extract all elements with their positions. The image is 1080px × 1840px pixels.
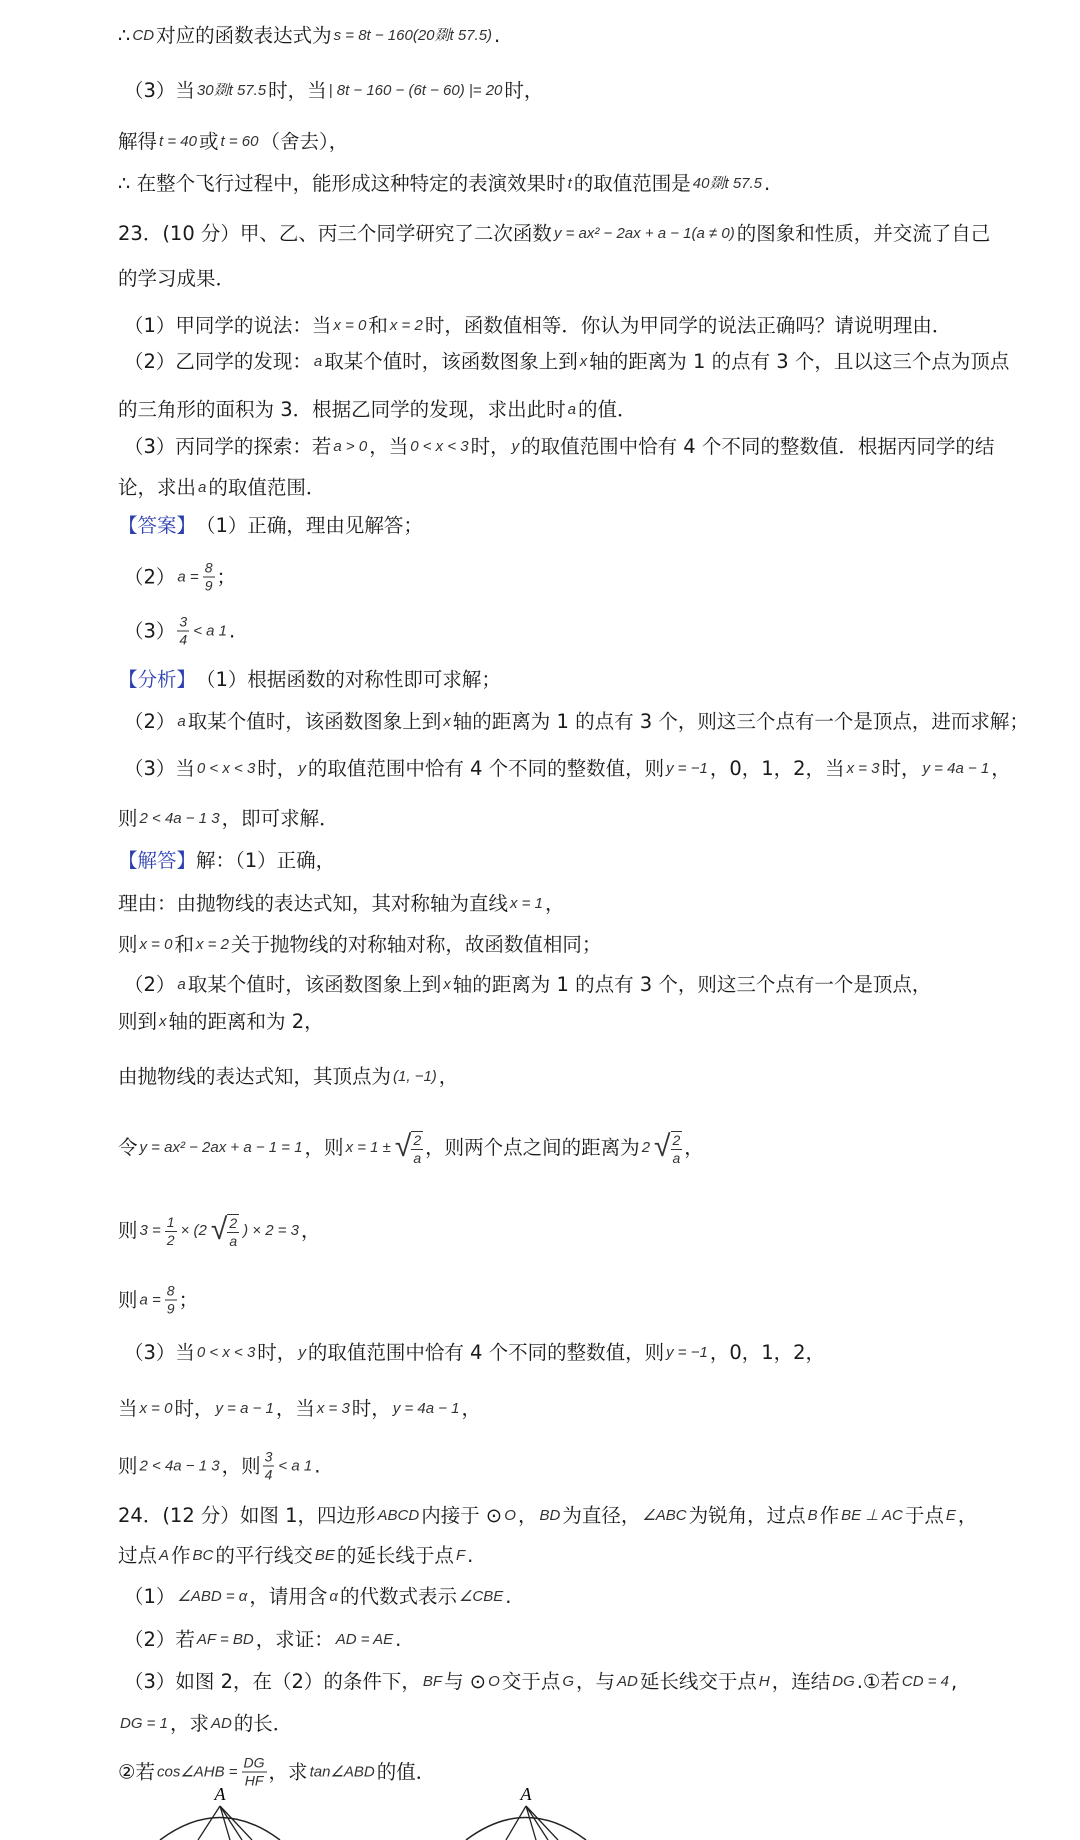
text-segment: ∴ 在整个飞行过程中，能形成这种特定的表演效果时 xyxy=(118,172,566,196)
text-segment: . xyxy=(505,1585,511,1609)
text-segment: 24．(12 分）如图 1，四边形 xyxy=(118,1504,376,1528)
text-segment: 轴的距离和为 2， xyxy=(169,1010,324,1034)
text-segment: （1）甲同学的说法：当 xyxy=(124,314,331,338)
fraction-denominator: HF xyxy=(245,1773,264,1790)
text-segment: 的三角形的面积为 3．根据乙同学的发现，求出此时 xyxy=(118,398,566,422)
math-expression: a > 0 xyxy=(331,435,369,459)
radicand-fraction xyxy=(671,1131,683,1167)
text-segment: ，求 xyxy=(269,1760,308,1784)
text-segment: 时， xyxy=(174,1397,213,1421)
text-segment: ， xyxy=(301,1219,321,1243)
text-segment: 则 xyxy=(118,1454,138,1478)
fraction-numerator: 8 xyxy=(165,1283,177,1301)
text-segment: 作 xyxy=(820,1504,840,1528)
text-segment: ，当 xyxy=(369,435,408,459)
text-segment: （3）丙同学的探索：若 xyxy=(124,435,331,459)
text-line xyxy=(118,933,601,957)
math-expression: a xyxy=(566,398,578,422)
text-segment: 过点 xyxy=(118,1544,157,1568)
math-expression: x = 3 xyxy=(845,757,882,781)
math-expression: x = 1 ± xyxy=(344,1136,393,1160)
text-segment: 内接于 ⊙ xyxy=(421,1504,502,1528)
math-expression: CD xyxy=(130,24,156,48)
text-line xyxy=(124,1585,511,1609)
text-line xyxy=(118,849,335,873)
math-expression: y = ax² − 2ax + a − 1(a ≠ 0) xyxy=(552,222,737,246)
math-expression: < a 1 xyxy=(276,1454,314,1478)
text-segment: （3）当 xyxy=(124,1341,195,1365)
text-segment: 的取值范围中恰有 4 个不同的整数值，则 xyxy=(308,757,664,781)
math-expression: a xyxy=(175,973,187,997)
text-segment: 为直径， xyxy=(562,1504,640,1528)
text-segment: 时，函数值相等．你认为甲同学的说法正确吗？请说明理由． xyxy=(425,314,952,338)
text-segment: 的长． xyxy=(234,1712,293,1736)
math-expression: y = a − 1 xyxy=(213,1397,275,1421)
math-expression: DG = 1 xyxy=(118,1712,170,1736)
math-expression: 30剟t 57.5 xyxy=(195,79,268,103)
math-expression: AD xyxy=(615,1670,640,1694)
text-line xyxy=(118,1283,198,1318)
math-expression: O xyxy=(502,1504,518,1528)
fraction-denominator: 9 xyxy=(205,578,213,595)
text-segment: 由抛物线的表达式知，其顶点为 xyxy=(118,1065,391,1089)
radicand-fraction xyxy=(227,1214,239,1250)
text-segment: 的图象和性质，并交流了自己 xyxy=(737,222,991,246)
math-expression: 2 < 4a − 1 3 xyxy=(138,1454,222,1478)
math-expression: × (2 xyxy=(179,1219,209,1243)
math-expression: < a 1 xyxy=(191,619,229,643)
math-expression: 2 xyxy=(640,1136,652,1160)
fraction-numerator: 2 xyxy=(671,1132,683,1150)
text-line xyxy=(124,1628,401,1652)
math-expression: AD xyxy=(209,1712,234,1736)
math-expression: CD = 4 xyxy=(900,1670,951,1694)
text-segment: （3）当 xyxy=(124,757,195,781)
fraction xyxy=(263,1449,275,1484)
text-segment: 时，当 xyxy=(268,79,327,103)
math-expression: 0 < x < 3 xyxy=(408,435,470,459)
text-segment: 轴的距离为 1 的点有 3 个，则这三个点有一个是顶点， xyxy=(453,973,932,997)
math-expression: G xyxy=(560,1670,576,1694)
text-line xyxy=(124,350,1009,374)
radical-sign-icon: √ xyxy=(211,1212,227,1250)
radical-sign-icon: √ xyxy=(395,1129,411,1167)
math-expression: F xyxy=(454,1544,467,1568)
text-line xyxy=(124,1670,957,1694)
figure-1-circle-arc xyxy=(160,1818,280,1840)
text-segment: ，请用含 xyxy=(249,1585,327,1609)
fraction-numerator: 2 xyxy=(227,1215,239,1233)
text-segment: ； xyxy=(217,565,237,589)
radical-sign-icon: √ xyxy=(654,1129,670,1167)
text-segment: 对应的函数表达式为 xyxy=(156,24,332,48)
text-segment: 论，求出 xyxy=(118,476,196,500)
math-expression: ∠ABC xyxy=(640,1504,688,1528)
fraction xyxy=(165,1283,177,1318)
text-line xyxy=(118,1065,458,1089)
math-expression: BC xyxy=(191,1544,216,1568)
math-expression: cos∠AHB = xyxy=(155,1760,240,1784)
text-segment: （2） xyxy=(124,710,175,734)
text-line xyxy=(124,614,235,649)
fraction-numerator: 1 xyxy=(165,1214,177,1232)
text-segment: .①若 xyxy=(857,1670,900,1694)
math-expression: y xyxy=(510,435,522,459)
fraction-numerator: 8 xyxy=(203,560,215,578)
math-expression: E xyxy=(944,1504,958,1528)
math-expression: ABCD xyxy=(376,1504,422,1528)
text-segment: （舍去）， xyxy=(260,130,348,154)
math-expression: x = 0 xyxy=(138,1397,175,1421)
math-expression: 0 < x < 3 xyxy=(195,757,257,781)
text-line xyxy=(118,130,348,154)
text-segment: 轴的距离为 1 的点有 3 个，且以这三个点为顶点 xyxy=(589,350,1009,374)
math-expression: BF xyxy=(421,1670,444,1694)
text-segment: （2）乙同学的发现： xyxy=(124,350,312,374)
math-expression: x xyxy=(578,350,590,374)
geometry-figures xyxy=(150,1780,750,1840)
math-expression: y = −1 xyxy=(664,757,710,781)
text-line xyxy=(118,514,423,538)
text-segment: 延长线交于点 xyxy=(640,1670,757,1694)
fraction-numerator: 3 xyxy=(263,1449,275,1467)
text-segment: （2） xyxy=(124,565,175,589)
text-segment: . xyxy=(494,24,500,48)
text-segment: ， xyxy=(545,892,565,916)
text-segment: . xyxy=(467,1544,473,1568)
math-expression: y = −1 xyxy=(664,1341,710,1365)
section-tag: 【分析】 xyxy=(118,668,196,692)
math-expression: a xyxy=(196,476,208,500)
math-expression: x = 2 xyxy=(194,933,231,957)
text-segment: ， xyxy=(462,1397,482,1421)
math-expression: a xyxy=(175,710,187,734)
fraction-numerator: DG xyxy=(242,1755,267,1773)
text-segment: （3）当 xyxy=(124,79,195,103)
text-segment: ②若 xyxy=(118,1760,155,1784)
math-expression: α xyxy=(327,1585,340,1609)
text-segment: 时， xyxy=(257,757,296,781)
text-segment: ，0，1，2， xyxy=(710,1341,825,1365)
text-line xyxy=(118,398,636,422)
text-line xyxy=(124,79,543,103)
text-line xyxy=(124,710,1029,734)
text-segment: ，则 xyxy=(222,1454,261,1478)
text-segment: 23．(10 分）甲、乙、丙三个同学研究了二次函数 xyxy=(118,222,552,246)
section-tag: 【答案】 xyxy=(118,514,196,538)
math-expression: A xyxy=(157,1544,171,1568)
math-expression: x = 2 xyxy=(388,314,425,338)
text-segment: （1） xyxy=(124,1585,175,1609)
square-root xyxy=(395,1129,423,1167)
math-expression: x xyxy=(157,1010,169,1034)
text-segment: （1）正确，理由见解答； xyxy=(196,514,423,538)
text-line xyxy=(118,222,990,246)
math-expression: tan∠ABD xyxy=(308,1760,377,1784)
text-segment: , xyxy=(951,1670,957,1694)
fraction-denominator: a xyxy=(229,1233,237,1250)
text-segment: 和 xyxy=(368,314,388,338)
figure-1-lines xyxy=(198,1806,252,1840)
text-segment: ，0，1，2，当 xyxy=(710,757,845,781)
section-tag: 【解答】 xyxy=(118,849,196,873)
figure-1 xyxy=(160,1784,280,1840)
math-expression: a = xyxy=(175,565,200,589)
text-segment: 时， xyxy=(504,79,543,103)
text-segment: 的取值范围中恰有 4 个不同的整数值．根据丙同学的结 xyxy=(521,435,994,459)
text-line xyxy=(124,1341,825,1365)
math-expression: 2 < 4a − 1 3 xyxy=(138,807,222,831)
text-segment: （1）根据函数的对称性即可求解； xyxy=(196,668,501,692)
text-segment: 则到 xyxy=(118,1010,157,1034)
text-segment: 和 xyxy=(174,933,194,957)
text-segment: . xyxy=(229,619,235,643)
fraction-denominator: 9 xyxy=(167,1301,175,1318)
math-expression: ) × 2 = 3 xyxy=(241,1219,301,1243)
fraction-numerator: 3 xyxy=(177,614,189,632)
math-expression: 3 = xyxy=(138,1219,163,1243)
math-expression: x xyxy=(441,973,453,997)
text-segment: ，求 xyxy=(170,1712,209,1736)
text-segment: ， xyxy=(439,1065,459,1089)
math-expression: x = 1 xyxy=(508,892,545,916)
text-line xyxy=(118,892,564,916)
text-segment: 取某个值时，该函数图象上到 xyxy=(188,710,442,734)
text-line xyxy=(118,1010,324,1034)
fraction-numerator: 2 xyxy=(411,1132,423,1150)
text-segment: ， xyxy=(518,1504,538,1528)
math-expression: AF = BD xyxy=(195,1628,256,1652)
math-expression: x = 0 xyxy=(138,933,175,957)
text-segment: 的值． xyxy=(377,1760,436,1784)
math-expression: x = 0 xyxy=(331,314,368,338)
text-segment: （3） xyxy=(124,619,175,643)
text-segment: 关于抛物线的对称轴对称，故函数值相同； xyxy=(231,933,602,957)
fraction-denominator: a xyxy=(413,1150,421,1167)
text-segment: ，与 xyxy=(576,1670,615,1694)
text-line xyxy=(124,757,1011,781)
math-expression: ∠CBE xyxy=(457,1585,505,1609)
text-segment: 令 xyxy=(118,1136,138,1160)
text-line xyxy=(124,314,951,338)
text-segment: ，即可求解． xyxy=(222,807,339,831)
text-segment: （3）如图 2，在（2）的条件下， xyxy=(124,1670,421,1694)
text-segment: 取某个值时，该函数图象上到 xyxy=(188,973,442,997)
math-expression: BE ⊥ AC xyxy=(839,1504,905,1528)
text-line xyxy=(124,560,236,595)
text-segment: ， xyxy=(958,1504,978,1528)
figure-1-label-a: A xyxy=(214,1784,227,1804)
math-expression: x = 3 xyxy=(315,1397,352,1421)
text-segment: 理由：由抛物线的表达式知，其对称轴为直线 xyxy=(118,892,508,916)
text-segment: 为锐角，过点 xyxy=(689,1504,806,1528)
math-expression: BD xyxy=(537,1504,562,1528)
text-line xyxy=(118,476,325,500)
math-expression: x xyxy=(441,710,453,734)
math-expression: 0 < x < 3 xyxy=(195,1341,257,1365)
text-segment: 取某个值时，该函数图象上到 xyxy=(324,350,578,374)
text-segment: 于点 xyxy=(905,1504,944,1528)
text-segment: 解得 xyxy=(118,130,157,154)
math-expression: O xyxy=(486,1670,502,1694)
figure-2-circle-arc xyxy=(466,1818,586,1840)
text-segment: 时， xyxy=(352,1397,391,1421)
fraction xyxy=(165,1214,177,1249)
math-expression: t = 60 xyxy=(218,130,260,154)
math-expression: 40剟t 57.5 xyxy=(691,172,764,196)
radicand-fraction xyxy=(411,1131,423,1167)
math-expression: y = 4a − 1 xyxy=(391,1397,462,1421)
text-segment: 时， xyxy=(257,1341,296,1365)
text-line xyxy=(118,1129,704,1167)
math-expression: t xyxy=(566,172,574,196)
text-segment: （2） xyxy=(124,973,175,997)
text-segment: 的取值范围是 xyxy=(574,172,691,196)
text-line xyxy=(118,1544,473,1568)
text-segment: 则 xyxy=(118,807,138,831)
text-segment: 则 xyxy=(118,933,138,957)
text-line xyxy=(118,1212,321,1250)
figure-2 xyxy=(466,1784,586,1840)
text-line xyxy=(118,668,501,692)
text-line xyxy=(118,267,235,291)
text-segment: 与 ⊙ xyxy=(444,1670,486,1694)
text-segment: 的值． xyxy=(578,398,637,422)
fraction-denominator: a xyxy=(673,1150,681,1167)
text-segment: 交于点 xyxy=(502,1670,561,1694)
text-segment: 作 xyxy=(171,1544,191,1568)
math-expression: H xyxy=(757,1670,772,1694)
fraction xyxy=(203,560,215,595)
math-expression: | 8t − 160 − (6t − 60) |= 20 xyxy=(327,79,505,103)
math-expression: a xyxy=(312,350,324,374)
text-segment: 则 xyxy=(118,1288,138,1312)
text-line xyxy=(124,435,994,459)
text-segment: 轴的距离为 1 的点有 3 个，则这三个点有一个是顶点，进而求解； xyxy=(453,710,1029,734)
text-segment: ，则 xyxy=(305,1136,344,1160)
math-expression: t = 40 xyxy=(157,130,199,154)
text-segment: 的代数式表示 xyxy=(340,1585,457,1609)
text-line xyxy=(118,24,500,48)
math-expression: a = xyxy=(138,1288,163,1312)
math-expression: y = ax² − 2ax + a − 1 = 1 xyxy=(138,1136,305,1160)
text-line xyxy=(118,1504,977,1528)
text-segment: 时， xyxy=(882,757,921,781)
text-segment: 解：（1）正确， xyxy=(196,849,335,873)
math-expression: BE xyxy=(313,1544,337,1568)
text-line xyxy=(118,172,770,196)
text-segment: 的取值范围． xyxy=(208,476,325,500)
text-segment: ∴ xyxy=(118,24,130,48)
text-segment: 或 xyxy=(199,130,219,154)
math-expression: (1, −1) xyxy=(391,1065,439,1089)
text-segment: ； xyxy=(179,1288,199,1312)
math-expression: s = 8t − 160(20剟t 57.5) xyxy=(332,24,494,48)
fraction-denominator: 2 xyxy=(167,1232,175,1249)
math-expression: y xyxy=(296,757,308,781)
text-segment: ， xyxy=(684,1136,704,1160)
text-line xyxy=(124,973,931,997)
text-segment: 的取值范围中恰有 4 个不同的整数值，则 xyxy=(308,1341,664,1365)
text-segment: . xyxy=(764,172,770,196)
fraction-denominator: 4 xyxy=(265,1467,273,1484)
square-root xyxy=(654,1129,682,1167)
text-segment: . xyxy=(314,1454,320,1478)
text-segment: ，连结 xyxy=(772,1670,831,1694)
text-segment: 则 xyxy=(118,1219,138,1243)
fraction-denominator: 4 xyxy=(179,632,187,649)
math-expression: y = 4a − 1 xyxy=(921,757,992,781)
math-expression: AD = AE xyxy=(334,1628,395,1652)
text-segment: 的平行线交 xyxy=(215,1544,313,1568)
text-segment: 当 xyxy=(118,1397,138,1421)
text-segment: 时， xyxy=(471,435,510,459)
math-expression: B xyxy=(806,1504,820,1528)
text-segment: ，求证： xyxy=(256,1628,334,1652)
text-segment: . xyxy=(395,1628,401,1652)
text-line xyxy=(118,1397,481,1421)
text-segment: （2）若 xyxy=(124,1628,195,1652)
text-line xyxy=(118,807,339,831)
figure-2-label-a: A xyxy=(520,1784,533,1804)
text-segment: ，则两个点之间的距离为 xyxy=(425,1136,640,1160)
fraction xyxy=(177,614,189,649)
text-line xyxy=(118,1712,292,1736)
text-line xyxy=(118,1449,320,1484)
square-root xyxy=(211,1212,239,1250)
math-expression: DG xyxy=(830,1670,857,1694)
math-expression: ∠ABD = α xyxy=(175,1585,249,1609)
text-segment: 的延长线于点 xyxy=(337,1544,454,1568)
math-expression: y xyxy=(296,1341,308,1365)
text-segment: ，当 xyxy=(276,1397,315,1421)
text-segment: ， xyxy=(991,757,1011,781)
figure-2-lines xyxy=(506,1806,558,1840)
text-segment: 的学习成果． xyxy=(118,267,235,291)
